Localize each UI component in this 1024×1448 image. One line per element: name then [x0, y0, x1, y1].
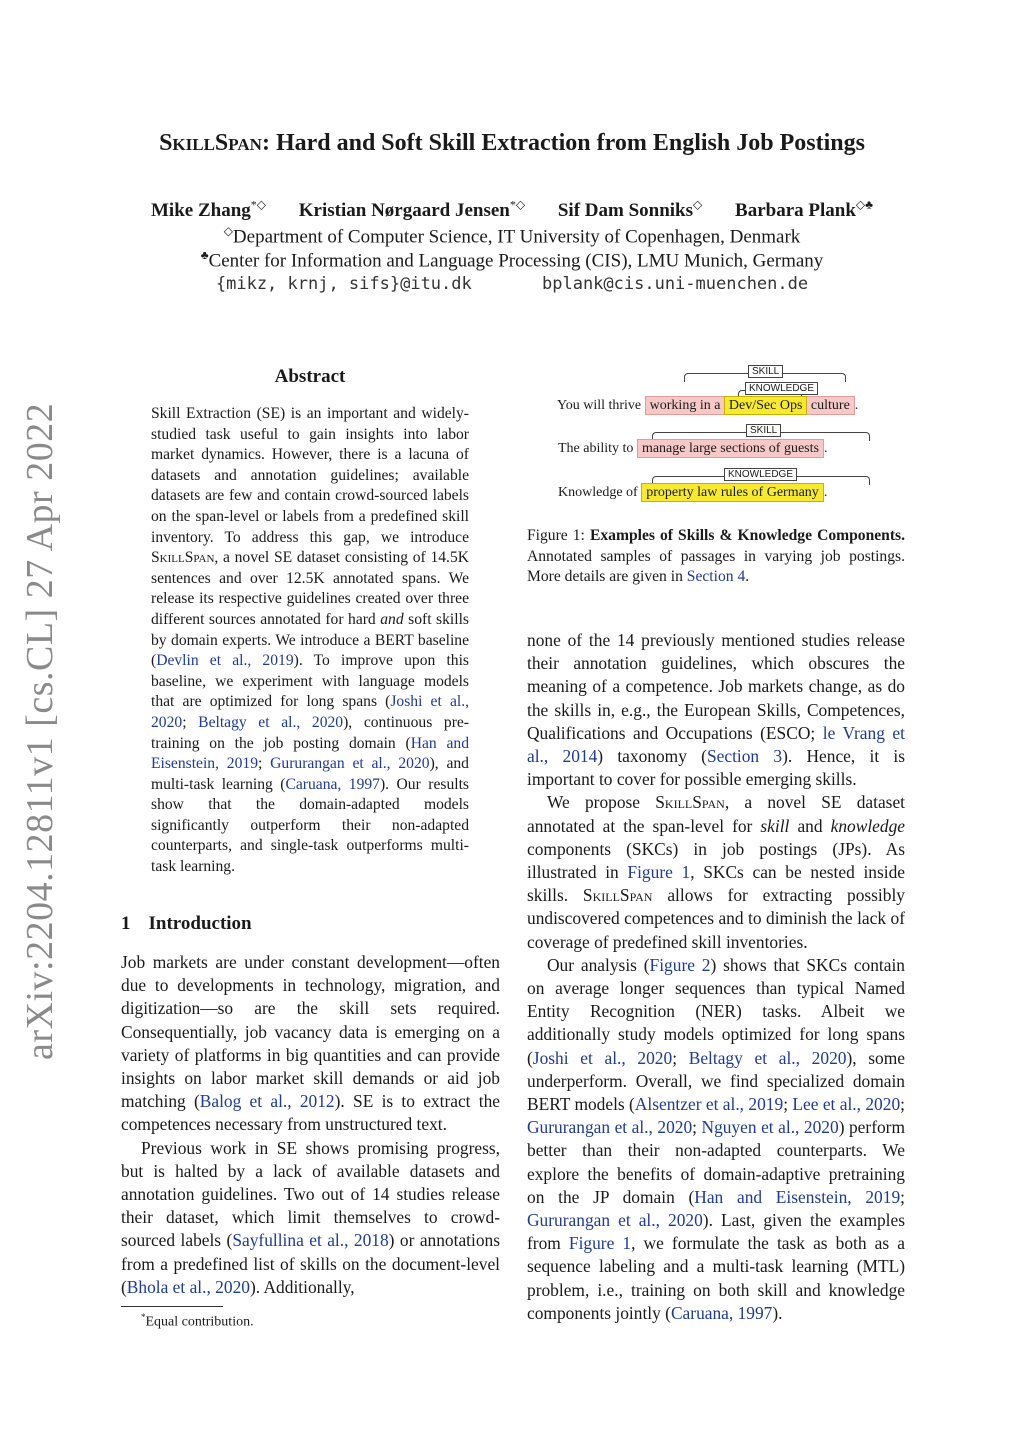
citation-link[interactable]: Devlin et al., 2019 — [156, 652, 294, 670]
title-name: SkillSpan — [159, 130, 262, 156]
paragraph-text: ) taxonomy ( — [597, 746, 707, 767]
knowledge-tag: KNOWLEDGE — [724, 468, 797, 481]
paragraph — [121, 951, 500, 1137]
abstract-text: ), and multi-task learning ( — [151, 755, 469, 793]
example-row — [558, 441, 827, 457]
paragraph — [527, 629, 905, 791]
paragraph-text: , SKCs can be nested inside skills. — [527, 862, 906, 906]
dataset-name: SkillSpan — [655, 792, 725, 813]
knowledge-span: property law rules of Germany — [641, 483, 824, 502]
footnote — [141, 1312, 254, 1331]
author-name: Kristian Nørgaard Jensen — [298, 200, 510, 222]
example-end: . — [823, 441, 828, 456]
citation-link[interactable]: Han and Eisenstein, 2019 — [151, 734, 469, 773]
figure-1 — [548, 362, 888, 512]
abstract-text: soft skills by domain experts. We introduce a BERT baseline ( — [151, 610, 469, 670]
caption-text: Annotated samples of passages in varying job postings. More details are given in — [527, 547, 905, 586]
citation-link[interactable]: Han and Eisenstein, 2019 — [694, 1186, 901, 1207]
author — [299, 200, 525, 221]
separator: ; — [900, 1094, 905, 1115]
email-list — [0, 274, 1024, 294]
abstract-text: ), continuous pre-training on the job posting domain ( — [151, 713, 470, 752]
citation-link[interactable]: Beltagy et al., 2020 — [688, 1047, 847, 1068]
separator: ; — [692, 1117, 702, 1138]
abstract-body — [151, 404, 469, 878]
intro-body — [121, 951, 500, 1299]
dataset-name: SkillSpan — [151, 549, 215, 567]
figure-link[interactable]: Figure 1 — [627, 862, 691, 883]
citation-link[interactable]: Joshi et al., 2020 — [532, 1047, 673, 1068]
emphasis: and — [380, 610, 404, 628]
separator: ; — [672, 1047, 689, 1068]
email: {mikz, krnj, sifs}@itu.dk — [215, 274, 472, 294]
separator: ; — [900, 1186, 905, 1207]
figure-link[interactable]: Figure 1 — [568, 1233, 632, 1254]
paragraph-text: ). — [772, 1302, 783, 1323]
paragraph-text: none of the 14 previously mentioned studies release their annotation guidelines, which obscures the meaning of a competence. Job markets change, as do the skills in, e.g., the European Skills, Competences, Qualifications and Occupations (ESCO; — [527, 630, 905, 743]
example-text: The ability to — [558, 441, 634, 456]
caption-label: Figure 1: — [527, 527, 590, 544]
section-number: 1 — [121, 913, 131, 934]
paragraph-text: allows for extracting possibly undiscovered competences and to diminish the lack of coverage of predefined skill inventories. — [527, 885, 905, 952]
citation-link[interactable]: Lee et al., 2020 — [792, 1094, 901, 1115]
email: bplank@cis.uni-muenchen.de — [542, 274, 809, 294]
paper-title — [0, 130, 1024, 157]
paragraph-text: , a novel SE dataset annotated at the span-level for — [527, 792, 905, 836]
citation-link[interactable]: Gururangan et al., 2020 — [527, 1210, 703, 1231]
arxiv-identifier: arXiv:2204.12811v1 [cs.CL] 27 Apr 2022 — [19, 402, 61, 1060]
section-title: Introduction — [148, 913, 252, 934]
skill-text: working in a — [649, 398, 721, 413]
caption-text: . — [745, 568, 750, 586]
affiliation-text: Department of Computer Science, IT University of Copenhagen, Denmark — [232, 226, 801, 248]
knowledge-span: Dev/Sec Ops — [724, 396, 808, 415]
paragraph-text: ). SE is to extract the competences necessary from unstructured text. — [121, 1091, 500, 1135]
author-name: Sif Dam Sonniks — [557, 200, 694, 222]
author-name: Mike Zhang — [151, 200, 251, 222]
example-row — [557, 398, 858, 414]
abstract-text: Skill Extraction (SE) is an important and widely-studied task useful to gain insights into labor market dynamics. However, there is a lacuna of datasets and annotation guidelines; available datasets are few and contain crowd-sourced labels on the span-level or labels from a predefined skill inventory. To address this gap, we introduce — [151, 405, 469, 546]
affiliation-text: Center for Information and Language Processing (CIS), LMU Munich, Germany — [208, 250, 824, 272]
paragraph-text: ). Hence, it is important to cover for possible emerging skills. — [527, 746, 906, 790]
affiliation-mark: ◇ — [223, 224, 233, 238]
author-name: Barbara Plank — [735, 200, 856, 222]
section-link[interactable]: Section 3 — [706, 746, 783, 767]
affiliation-mark: ♣ — [200, 248, 209, 262]
separator: ; — [258, 755, 271, 773]
skill-tag: SKILL — [746, 424, 781, 437]
citation-link[interactable]: Gururangan et al., 2020 — [527, 1117, 693, 1138]
emphasis: skill — [760, 815, 790, 836]
author-marks: ◇♣ — [855, 198, 873, 212]
citation-link[interactable]: Alsentzer et al., 2019 — [634, 1094, 784, 1115]
citation-link[interactable]: Bhola et al., 2020 — [126, 1276, 250, 1297]
citation-link[interactable]: Nguyen et al., 2020 — [701, 1117, 839, 1138]
paragraph — [527, 954, 905, 1325]
abstract-heading: Abstract — [274, 366, 346, 387]
author-marks: *◇ — [250, 198, 267, 212]
paragraph-text: components (SKCs) in job postings (JPs). As illustrated in — [527, 838, 905, 883]
example-end: . — [854, 398, 859, 413]
section-link[interactable]: Section 4 — [686, 568, 746, 586]
footnote-mark: * — [141, 1312, 146, 1322]
abstract-text: ). To improve upon this baseline, we experiment with language models that are optimized for long spans ( — [151, 652, 469, 711]
author-marks: ◇ — [693, 198, 703, 212]
paragraph-text: ). Additionally, — [249, 1276, 355, 1297]
paragraph-text: , we formulate the task as both as a sequence labeling and a multi-task learning (MTL) problem, i.e., training on both skill and knowledge components jointly ( — [527, 1233, 905, 1323]
emphasis: knowledge — [830, 815, 905, 836]
author — [735, 200, 873, 221]
caption-bold: Examples of Skills & Knowledge Components. — [589, 527, 906, 544]
citation-link[interactable]: Caruana, 1997 — [285, 775, 380, 793]
citation-link[interactable]: Beltagy et al., 2020 — [198, 713, 344, 731]
figure-link[interactable]: Figure 2 — [649, 954, 711, 975]
affiliation — [0, 248, 1024, 272]
paragraph-text: ), some underperform. Overall, we find specialized domain BERT models ( — [527, 1047, 906, 1115]
skill-span — [645, 396, 855, 415]
skill-tag: SKILL — [748, 365, 783, 378]
footnote-divider — [121, 1306, 223, 1307]
citation-link[interactable]: Gururangan et al., 2020 — [270, 755, 430, 773]
paragraph-text: ). Last, given the examples from — [527, 1210, 905, 1254]
paragraph-text: Job markets are under constant development—often due to developments in technology, migration, and digitization—so are the skill sets required. Consequentially, job vacancy data is emerging on a variety of platforms in big quantities and can provide insights on labor market skill demands or aid job matching ( — [121, 952, 500, 1112]
author — [558, 200, 702, 221]
figure-caption — [527, 526, 905, 588]
abstract-text: ). Our results show that the domain-adapted models significantly outperform their non-adapted counterparts, and single-task outperforms multi-task learning. — [151, 775, 469, 876]
author-marks: *◇ — [509, 198, 526, 212]
citation-link[interactable]: le Vrang et al., 2014 — [527, 722, 905, 767]
title-rest: : Hard and Soft Skill Extraction from English Job Postings — [261, 130, 865, 156]
dataset-name: SkillSpan — [582, 885, 653, 906]
section-heading — [121, 913, 252, 935]
example-end: . — [823, 485, 828, 500]
footnote-text: Equal contribution. — [145, 1314, 254, 1330]
author — [151, 200, 266, 221]
paragraph — [527, 791, 905, 953]
separator: ; — [783, 1094, 793, 1115]
example-row — [558, 485, 827, 501]
paragraph-text: and — [789, 815, 831, 836]
paragraph-text: Previous work in SE shows promising progress, but is halted by a lack of available datasets and annotation guidelines. Two out of 14 studies release their dataset, which limit themselves to crowd-sourced labels ( — [121, 1137, 500, 1251]
paragraph-text: ) or annotations from a predefined list of skills on the document-level ( — [121, 1230, 500, 1297]
knowledge-tag: KNOWLEDGE — [745, 382, 818, 395]
right-column-body — [527, 629, 905, 1325]
citation-link[interactable]: Caruana, 1997 — [670, 1302, 773, 1323]
paragraph-text: ) perform better than their non-adapted counterparts. We explore the benefits of domain-adaptive pretraining on the JP domain ( — [527, 1117, 905, 1207]
paragraph-text: We propose — [547, 792, 656, 813]
citation-link[interactable]: Balog et al., 2012 — [199, 1091, 335, 1112]
separator: ; — [182, 713, 199, 731]
paragraph-text: ) shows that SKCs contain on average longer sequences than typical Named Entity Recognition (NER) tasks. Albeit we additionally study models optimized for long spans ( — [527, 954, 906, 1068]
affiliation — [0, 224, 1024, 248]
citation-link[interactable]: Sayfullina et al., 2018 — [232, 1230, 389, 1251]
example-text: Knowledge of — [558, 485, 638, 500]
abstract-text: , a novel SE dataset consisting of 14.5K sentences and over 12.5K annotated spans. We release its respective guidelines created over three different sources annotated for hard — [151, 549, 469, 628]
author-list — [0, 198, 1024, 222]
citation-link[interactable]: Joshi et al., 2020 — [151, 693, 470, 731]
skill-span: manage large sections of guests — [637, 439, 824, 458]
skill-text: culture — [810, 398, 850, 413]
example-text: You will thrive — [557, 398, 642, 413]
paragraph-text: Our analysis ( — [547, 954, 650, 975]
paragraph — [121, 1137, 500, 1299]
